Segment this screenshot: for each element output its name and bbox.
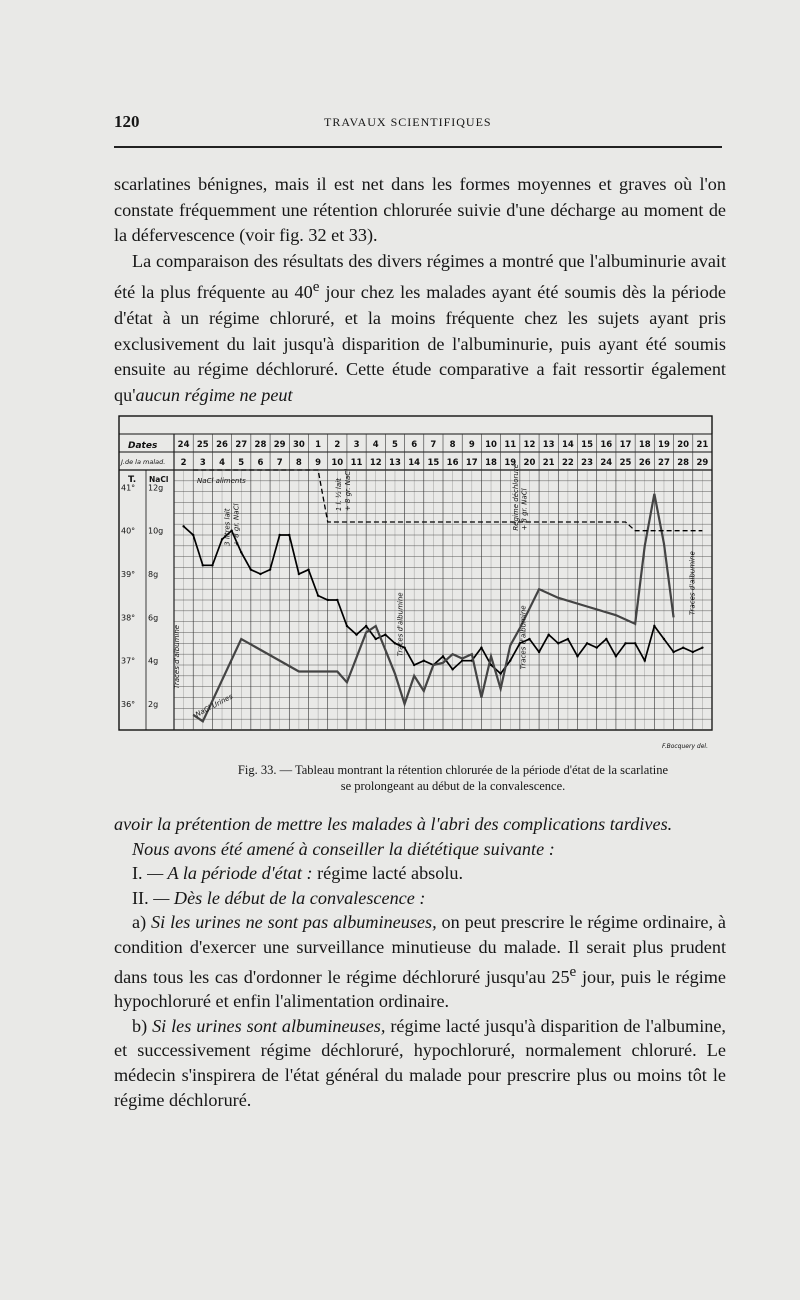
l4-italic: — Dès le début de la convalescence : [153,887,426,908]
traces-albumine-annotation: Traces d'albumine [519,605,528,670]
traces-albumine-annotation: Traces d'albumine [172,624,181,689]
date-tick: 1 [315,440,322,450]
nacl-tick-label: 10g [148,526,164,536]
temperature-point [269,568,271,570]
temperature-point [547,633,549,635]
l5-italic: Si les urines ne sont pas albumineuses, [151,912,437,933]
jour-tick: 21 [542,458,555,468]
text-block-top [114,172,726,408]
jour-tick: 13 [389,458,401,468]
temp-tick-label: 40° [121,526,136,536]
date-tick: 18 [638,440,651,450]
date-tick: 20 [677,440,690,450]
regime-annotation: + 8 gr. NaCl [232,503,241,546]
date-tick: 6 [411,440,418,450]
dates-label: Dates [128,441,158,451]
l5-end: jour, puis le régime hypochloruré et enfin l'alimentation ordinaire. [114,966,727,1012]
temperature-point [250,568,252,570]
paragraph-1: scarlatines bénignes, mais il est net dans les formes moyennes et graves où l'on constate fréquemment une rétention chlorurée suivie d'une décharge au moment de la défervescence (voir fig. 32 et 33). [114,174,726,246]
l5-pre: a) [132,912,152,933]
jour-tick: 23 [581,458,594,468]
caption-line-2: se prolongeant au début de la convalescence. [340,779,566,793]
temperature-point [384,633,386,635]
p2-body: jour chez les malades ayant été soumis dès la période d'état à un régime chloruré, et la moins fréquente chez les sujets ayant pris exclusivement du lait jusqu'à disparition de l'albuminurie, puis ayant été soumis ensuite au régime déchloruré. Cette étude comparative a fait ressortir également [114,282,726,380]
temperature-point [278,534,280,536]
paragraph-a [114,910,726,1013]
date-tick: 7 [430,440,437,450]
temperature-point [423,659,425,661]
traces-albumine-annotation: Traces d'albumine [396,592,405,657]
jour-tick: 15 [427,458,440,468]
temperature-point [355,633,357,635]
date-tick: 19 [658,440,670,450]
temperature-chloride-chart [118,408,718,756]
jour-tick: 5 [238,458,245,468]
date-tick: 8 [449,440,456,450]
l3-italic: — A la période d'état : [147,863,313,884]
date-tick: 4 [372,440,379,450]
traces-albumine-annotation: Traces d'albumine [688,551,697,616]
l6-pre: b) [132,1015,153,1036]
line-II [114,886,726,911]
temperature-point [557,642,559,644]
nacl-aliments-annotation: NaCl aliments [197,477,246,485]
jour-tick: 26 [638,458,651,468]
line-I [114,861,726,886]
date-tick: 17 [619,440,632,450]
temperature-point [586,642,588,644]
l5-sup: e [569,962,577,980]
temperature-point [336,599,338,601]
nacl-axis-title: NaCl [149,475,169,484]
temperature-point [442,655,444,657]
running-title: TRAVAUX SCIENTIFIQUES [324,115,492,129]
jour-tick: 10 [331,458,344,468]
jour-tick: 8 [295,458,302,468]
temperature-point [644,659,646,661]
jour-tick: 25 [619,458,632,468]
date-tick: 5 [392,440,398,450]
l5-rest: on peut prescrire le régime ordinaire, à condition d'exercer une surveillance minutieuse du malade. Il serait plus prudent dans tous les cas d'ordonner le régime déchloruré jusqu'au 25 [114,912,726,987]
l6-italic: Si les urines sont albumineuses, [152,1015,386,1036]
line-avoir: avoir la prétention de mettre les malades à l'abri des complications tardives. [114,814,673,834]
temperature-point [211,564,213,566]
temperature-point [307,568,309,570]
date-tick: 29 [273,440,286,450]
temperature-point [413,664,415,666]
temperature-point [346,625,348,627]
temperature-point [365,625,367,627]
temperature-point [567,638,569,640]
regime-annotation: 3 litres lait [223,508,232,546]
temperature-point [182,525,184,527]
temperature-point [624,642,626,644]
temperature-point [538,651,540,653]
nacl-tick-label: 6g [148,613,159,623]
temperature-point [682,646,684,648]
jour-tick: 7 [276,458,283,468]
date-tick: 24 [177,440,190,450]
running-header [114,112,724,136]
temperature-point [288,534,290,536]
temp-axis-title: T. [128,475,137,485]
date-tick: 3 [353,440,360,450]
nacl-tick-label: 8g [148,570,159,579]
temperature-point [615,655,617,657]
temperature-point [461,659,463,661]
jour-tick: 27 [658,458,670,468]
l4-num: II. [132,887,149,908]
regime-annotation: 1 l. ½ lait [335,478,344,512]
date-tick: 30 [292,440,305,450]
jour-tick: 2 [180,458,187,468]
text-block-bottom [114,812,726,1112]
temperature-point [509,659,511,661]
date-tick: 27 [235,440,248,450]
temperature-point [240,551,242,553]
temperature-point [298,573,300,575]
temp-tick-label: 39° [121,570,136,579]
temperature-point [192,534,194,536]
nacl-tick-label: 2g [148,700,159,709]
jour-tick: 12 [369,458,382,468]
jour-tick: 3 [199,458,206,468]
regime-annotation: + 8 gr. NaCl [520,488,529,531]
p2-start: La comparaison des résultats des divers régimes a montré que l'albuminurie avait été la plus fréquente au 40 [114,250,726,303]
temp-tick-label: 36° [121,700,136,709]
temperature-point [653,625,655,627]
jour-tick: 28 [677,458,690,468]
jour-label: J.de la malad. [121,458,166,466]
date-tick: 14 [561,440,574,450]
jour-tick: 16 [446,458,459,468]
nacl-tick-label: 4g [148,656,159,666]
jour-tick: 20 [523,458,536,468]
date-tick: 2 [334,440,341,450]
temperature-point [701,646,703,648]
date-tick: 10 [485,440,497,450]
date-tick: 11 [504,440,517,450]
page-number: 120 [114,112,140,131]
temperature-point [692,651,694,653]
jour-tick: 18 [485,458,497,468]
jour-tick: 17 [465,458,478,468]
caption-line-1: Fig. 33. — Tableau montrant la rétention chlorurée de la période d'état de la scarlatine [237,763,669,777]
engraver-signature: F.Bocquery del. [662,743,708,750]
jour-tick: 11 [350,458,363,468]
date-tick: 21 [696,440,709,450]
regime-annotation: + 8 gr. NaCl [343,468,352,512]
date-tick: 16 [600,440,613,450]
temperature-point [528,638,530,640]
jour-tick: 29 [696,458,709,468]
temperature-point [202,564,204,566]
temperature-point [317,594,319,596]
date-tick: 9 [468,440,475,450]
date-tick: 13 [542,440,555,450]
temp-tick-label: 37° [121,656,136,666]
date-tick: 25 [196,440,209,450]
temperature-point [672,651,674,653]
temperature-point [663,638,665,640]
temperature-point [605,638,607,640]
paragraph-b [114,1014,726,1112]
jour-tick: 9 [315,458,322,468]
temperature-point [499,672,501,674]
temperature-point [451,668,453,670]
p2-qu: qu' [114,384,136,405]
nacl-aliments-line [193,470,702,531]
l6-rest: régime lacté jusqu'à disparition de l'albumine, et successivement régime déchloruré, hypochloruré, normalement chloruré. Le médecin s'inspirera de l'état général du malade pour prescrire plus ou moins tôt le régime déchloruré. [114,1015,726,1110]
l3-rest: régime lacté absolu. [312,863,464,884]
temperature-point [576,655,578,657]
date-tick: 26 [216,440,228,450]
temperature-point [375,638,377,640]
p2-sup: e [312,278,320,296]
temperature-point [259,573,261,575]
temperature-point [596,646,598,648]
date-tick: 12 [523,440,536,450]
temperature-point [327,599,329,601]
date-tick: 15 [581,440,594,450]
l3-num: I. [132,863,143,884]
temperature-point [634,642,636,644]
temp-tick-label: 38° [121,613,136,623]
jour-tick: 24 [600,458,613,468]
jour-tick: 19 [504,458,517,468]
jour-tick: 6 [257,458,264,468]
line-nous: Nous avons été amené à conseiller la diététique suivante : [132,838,555,859]
date-tick: 28 [254,440,267,450]
figure-caption [120,762,786,794]
header-rule [114,146,722,148]
nacl-urines-annotation: NaCl Urines [194,692,235,719]
jour-tick: 14 [408,458,421,468]
jour-tick: 4 [219,458,225,468]
temperature-point [480,646,482,648]
nacl-tick-label: 12g [148,483,164,493]
p2-italic: aucun régime ne peut [135,384,293,405]
regime-annotation: Régime déchloruré [511,463,520,531]
jour-tick: 22 [561,458,574,468]
paragraph-2 [114,249,726,409]
temp-tick-label: 41° [121,483,136,493]
